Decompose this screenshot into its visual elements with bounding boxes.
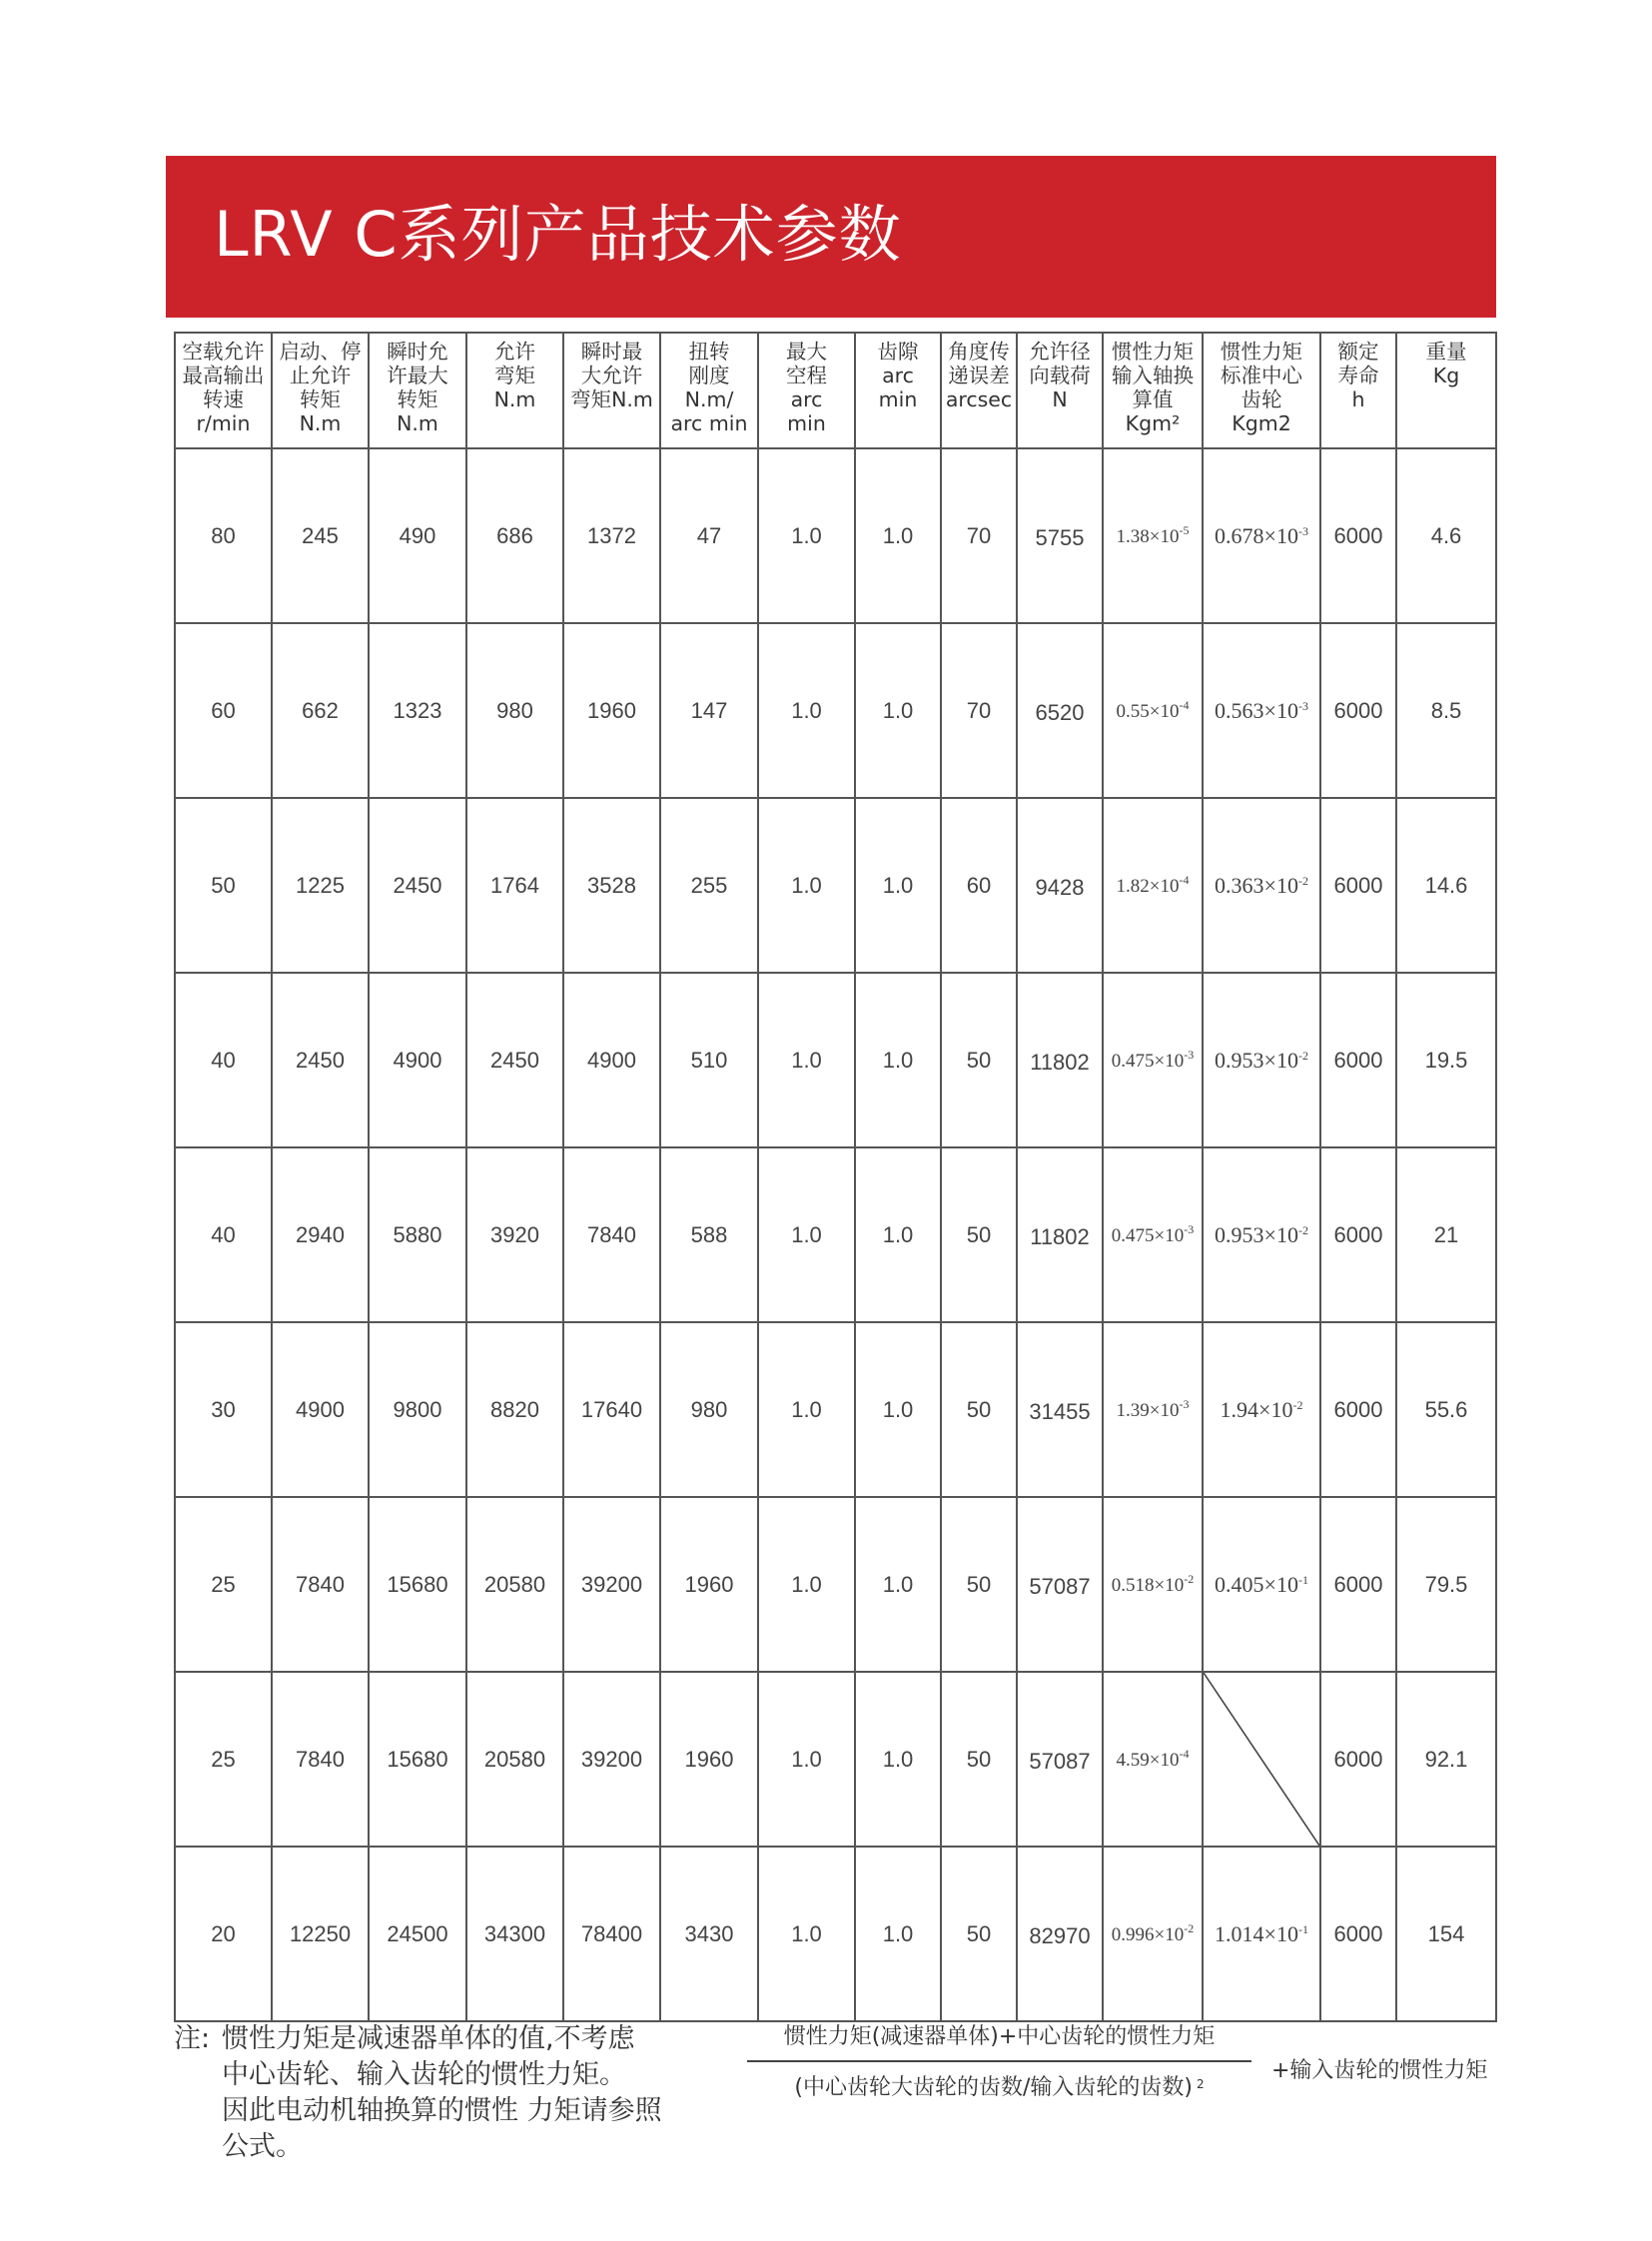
cell-momentary-torque: 24500 (369, 1847, 466, 2021)
cell-weight: 14.6 (1396, 798, 1496, 973)
column-header (758, 333, 855, 448)
cell-radial-load: 57087 (1017, 1497, 1103, 1672)
note-line: 因此电动机轴换算的惯性 力矩请参照 (222, 2095, 662, 2126)
cell-life: 6000 (1320, 1672, 1396, 1847)
inertia-exponent: -4 (1179, 698, 1190, 712)
cell-speed: 20 (175, 1847, 272, 2021)
cell-angle-error: 50 (941, 973, 1017, 1147)
table-header-row (175, 333, 1496, 448)
cell-speed: 40 (175, 973, 272, 1147)
column-header-line: 弯矩N.m (570, 387, 653, 411)
cell-stiffness: 510 (660, 973, 758, 1147)
cell-speed: 60 (175, 623, 272, 798)
column-header (855, 333, 941, 448)
cell-momentary-torque: 15680 (369, 1497, 466, 1672)
column-header-line: 输入轴换 (1112, 364, 1194, 387)
column-header-line: 向载荷 (1029, 364, 1091, 387)
column-header-line: N (1052, 387, 1068, 411)
column-header (466, 333, 563, 448)
cell-life: 6000 (1320, 798, 1396, 973)
spec-table (174, 332, 1497, 2022)
inertia-mantissa: 1.38×10 (1116, 526, 1180, 547)
cell-inertia-center (1203, 798, 1320, 973)
cell-lost-motion: 1.0 (758, 1847, 855, 2021)
inertia-mantissa: 0.55×10 (1116, 701, 1180, 722)
formula-denominator-wrap (747, 2062, 1251, 2101)
inertia-mantissa: 1.82×10 (1116, 876, 1180, 897)
inertia-mantissa: 1.014×10 (1215, 1920, 1298, 1946)
note-line: 公式。 (222, 2131, 303, 2162)
cell-inertia-input (1103, 798, 1203, 973)
column-header-line: min (787, 411, 826, 435)
cell-moment: 3920 (466, 1147, 563, 1322)
cell-angle-error: 50 (941, 1847, 1017, 2021)
cell-inertia-input (1103, 1672, 1203, 1847)
column-header-line: arcsec (945, 387, 1013, 411)
cell-momentary-torque: 5880 (369, 1147, 466, 1322)
cell-momentary-torque: 4900 (369, 973, 466, 1147)
cell-speed: 80 (175, 448, 272, 623)
cell-angle-error: 50 (941, 1497, 1017, 1672)
column-header-line: 瞬时允 (387, 340, 448, 364)
inertia-exponent: -4 (1179, 873, 1190, 887)
column-header-line: 刚度 (688, 364, 730, 387)
table-row (175, 1672, 1496, 1847)
inertia-mantissa: 0.475×10 (1111, 1225, 1185, 1246)
cell-lost-motion: 1.0 (758, 1147, 855, 1322)
table-row (175, 448, 1496, 623)
column-header-line: 空载允许 (182, 340, 265, 364)
cell-weight: 79.5 (1396, 1497, 1496, 1672)
column-header-line: 标准中心 (1221, 364, 1302, 387)
inertia-mantissa: 4.59×10 (1116, 1750, 1180, 1771)
cell-weight: 19.5 (1396, 973, 1496, 1147)
cell-stiffness: 1960 (660, 1672, 758, 1847)
cell-momentary-torque: 1323 (369, 623, 466, 798)
cell-radial-load: 11802 (1017, 1147, 1103, 1322)
cell-life: 6000 (1320, 448, 1396, 623)
column-header (660, 333, 758, 448)
column-header-line: 惯性力矩 (1112, 340, 1194, 364)
cell-life: 6000 (1320, 1147, 1396, 1322)
cell-life: 6000 (1320, 1497, 1396, 1672)
inertia-mantissa: 0.953×10 (1215, 1047, 1298, 1073)
cell-inertia-input (1103, 1497, 1203, 1672)
column-header-line: N.m (299, 411, 342, 435)
cell-moment: 686 (466, 448, 563, 623)
cell-stiffness: 147 (660, 623, 758, 798)
cell-speed: 30 (175, 1322, 272, 1497)
cell-life: 6000 (1320, 623, 1396, 798)
inertia-mantissa: 1.39×10 (1116, 1400, 1180, 1421)
column-header (1320, 333, 1396, 448)
column-header-line: h (1351, 387, 1365, 411)
cell-start-stop-torque: 4900 (272, 1322, 369, 1497)
inertia-formula (747, 2019, 1488, 2101)
cell-weight: 4.6 (1396, 448, 1496, 623)
column-header-line: Kg (1432, 364, 1460, 387)
cell-lost-motion: 1.0 (758, 1672, 855, 1847)
column-header-line: Kgm² (1125, 411, 1181, 435)
column-header-line: N.m (397, 411, 438, 435)
cell-radial-load: 5755 (1017, 448, 1103, 623)
column-header-line: 转矩 (397, 387, 438, 411)
cell-start-stop-torque: 1225 (272, 798, 369, 973)
column-header-line: 重量 (1425, 340, 1467, 364)
cell-stiffness: 255 (660, 798, 758, 973)
cell-inertia-center (1203, 1147, 1320, 1322)
cell-speed: 40 (175, 1147, 272, 1322)
cell-inertia-center (1203, 1322, 1320, 1497)
note-label: 注: (174, 2023, 211, 2054)
column-header (1396, 333, 1496, 448)
inertia-exponent: -2 (1297, 873, 1308, 888)
cell-angle-error: 70 (941, 448, 1017, 623)
inertia-mantissa: 0.475×10 (1111, 1051, 1185, 1072)
inertia-mantissa: 0.563×10 (1215, 697, 1298, 723)
formula-denominator: (中心齿轮大齿轮的齿数/输入齿轮的齿数) (794, 2075, 1193, 2100)
cell-lost-motion: 1.0 (758, 798, 855, 973)
cell-moment: 20580 (466, 1497, 563, 1672)
cell-stiffness: 588 (660, 1147, 758, 1322)
cell-inertia-input (1103, 1322, 1203, 1497)
column-header-line: Kgm2 (1232, 411, 1291, 435)
cell-angle-error: 50 (941, 1672, 1017, 1847)
cell-lost-motion: 1.0 (758, 1497, 855, 1672)
cell-moment: 980 (466, 623, 563, 798)
cell-radial-load: 31455 (1017, 1322, 1103, 1497)
table-row (175, 798, 1496, 973)
cell-weight: 55.6 (1396, 1322, 1496, 1497)
column-header-line: 弯矩 (494, 364, 535, 387)
inertia-mantissa: 0.996×10 (1111, 1924, 1185, 1945)
cell-inertia-input (1103, 973, 1203, 1147)
cell-momentary-torque: 2450 (369, 798, 466, 973)
cell-life: 6000 (1320, 973, 1396, 1147)
cell-radial-load: 9428 (1017, 798, 1103, 973)
cell-momentary-moment: 17640 (563, 1322, 660, 1497)
inertia-exponent: -2 (1292, 1397, 1303, 1412)
column-header-line: arc min (670, 411, 748, 435)
cell-angle-error: 70 (941, 623, 1017, 798)
inertia-exponent: -2 (1297, 1048, 1308, 1063)
cell-lost-motion: 1.0 (758, 448, 855, 623)
cell-backlash: 1.0 (855, 623, 941, 798)
cell-life: 6000 (1320, 1322, 1396, 1497)
cell-speed: 25 (175, 1672, 272, 1847)
column-header-line: 空程 (786, 364, 827, 387)
cell-backlash: 1.0 (855, 1322, 941, 1497)
inertia-mantissa: 0.518×10 (1111, 1575, 1185, 1596)
column-header-line: 大允许 (580, 364, 643, 387)
cell-inertia-input (1103, 1147, 1203, 1322)
cell-stiffness: 1960 (660, 1497, 758, 1672)
column-header-line: 允许径 (1029, 340, 1091, 364)
formula-numerator: 惯性力矩(减速器单体)+中心齿轮的惯性力矩 (747, 2019, 1251, 2062)
formula-addend: +输入齿轮的惯性力矩 (1271, 2058, 1488, 2083)
cell-moment: 2450 (466, 973, 563, 1147)
cell-momentary-torque: 15680 (369, 1672, 466, 1847)
table-row (175, 1847, 1496, 2021)
column-header-line: 惯性力矩 (1221, 340, 1302, 364)
cell-lost-motion: 1.0 (758, 623, 855, 798)
diagonal-slash (1204, 1673, 1319, 1846)
cell-backlash: 1.0 (855, 973, 941, 1147)
column-header-line: 角度传 (948, 340, 1010, 364)
cell-stiffness: 47 (660, 448, 758, 623)
cell-angle-error: 50 (941, 1322, 1017, 1497)
column-header (941, 333, 1017, 448)
cell-speed: 50 (175, 798, 272, 973)
cell-weight: 8.5 (1396, 623, 1496, 798)
cell-momentary-moment: 3528 (563, 798, 660, 973)
cell-moment: 1764 (466, 798, 563, 973)
cell-momentary-moment: 4900 (563, 973, 660, 1147)
inertia-exponent: -2 (1297, 1222, 1308, 1237)
cell-momentary-moment: 1960 (563, 623, 660, 798)
column-header (1017, 333, 1103, 448)
inertia-mantissa: 0.363×10 (1215, 872, 1298, 898)
column-header-line: min (878, 387, 918, 411)
inertia-exponent: -1 (1297, 1572, 1308, 1587)
column-header-line: arc (790, 387, 823, 411)
column-header (563, 333, 660, 448)
inertia-exponent: -2 (1184, 1572, 1195, 1586)
cell-stiffness: 3430 (660, 1847, 758, 2021)
cell-moment: 34300 (466, 1847, 563, 2021)
cell-inertia-input (1103, 1847, 1203, 2021)
column-header-line: N.m (493, 387, 536, 411)
cell-backlash: 1.0 (855, 448, 941, 623)
inertia-exponent: -3 (1297, 698, 1308, 713)
cell-weight: 21 (1396, 1147, 1496, 1322)
cell-momentary-moment: 39200 (563, 1672, 660, 1847)
cell-radial-load: 6520 (1017, 623, 1103, 798)
inertia-exponent: -3 (1184, 1048, 1195, 1062)
cell-lost-motion: 1.0 (758, 1322, 855, 1497)
inertia-mantissa: 0.953×10 (1215, 1221, 1298, 1247)
cell-inertia-center (1203, 1847, 1320, 2021)
inertia-exponent: -3 (1297, 523, 1308, 538)
column-header-line: 转矩 (300, 387, 341, 411)
column-header-line: 寿命 (1337, 364, 1379, 387)
page-title: LRV C系列产品技术参数 (214, 198, 902, 271)
cell-start-stop-torque: 7840 (272, 1497, 369, 1672)
cell-angle-error: 50 (941, 1147, 1017, 1322)
cell-backlash: 1.0 (855, 798, 941, 973)
inertia-exponent: -2 (1184, 1921, 1195, 1935)
cell-life: 6000 (1320, 1847, 1396, 2021)
cell-start-stop-torque: 2940 (272, 1147, 369, 1322)
column-header-line: 最高输出 (182, 364, 265, 387)
cell-momentary-moment: 78400 (563, 1847, 660, 2021)
column-header-line: 允许 (494, 340, 535, 364)
cell-momentary-moment: 39200 (563, 1497, 660, 1672)
column-header-line: 最大 (786, 340, 827, 364)
note-block (174, 2021, 662, 2165)
inertia-exponent: -3 (1184, 1222, 1195, 1236)
cell-momentary-torque: 9800 (369, 1322, 466, 1497)
table-row (175, 1147, 1496, 1322)
column-header (175, 333, 272, 448)
cell-backlash: 1.0 (855, 1847, 941, 2021)
column-header (369, 333, 466, 448)
column-header-line: 齿轮 (1240, 387, 1282, 411)
note-line: 惯性力矩是减速器单体的值,不考虑 (222, 2023, 635, 2054)
column-header-line: r/min (196, 411, 251, 435)
column-header-line: 启动、停 (279, 340, 362, 364)
cell-momentary-moment: 1372 (563, 448, 660, 623)
cell-radial-load: 57087 (1017, 1672, 1103, 1847)
cell-angle-error: 60 (941, 798, 1017, 973)
column-header-line: 额定 (1337, 340, 1379, 364)
column-header-line: 瞬时最 (580, 340, 643, 364)
cell-inertia-center (1203, 623, 1320, 798)
cell-moment: 20580 (466, 1672, 563, 1847)
cell-inertia-input (1103, 448, 1203, 623)
inertia-exponent: -5 (1179, 523, 1190, 537)
cell-lost-motion: 1.0 (758, 973, 855, 1147)
column-header-line: 扭转 (688, 340, 730, 364)
cell-inertia-input (1103, 623, 1203, 798)
inertia-exponent: -3 (1179, 1397, 1190, 1411)
column-header (272, 333, 369, 448)
cell-momentary-torque: 490 (369, 448, 466, 623)
column-header-line: arc (882, 364, 914, 387)
cell-speed: 25 (175, 1497, 272, 1672)
cell-stiffness: 980 (660, 1322, 758, 1497)
cell-start-stop-torque: 245 (272, 448, 369, 623)
cell-radial-load: 11802 (1017, 973, 1103, 1147)
note-line: 中心齿轮、输入齿轮的惯性力矩。 (222, 2059, 626, 2090)
column-header-line: 算值 (1132, 387, 1174, 411)
cell-start-stop-torque: 2450 (272, 973, 369, 1147)
formula-power: 2 (1196, 2077, 1205, 2091)
table-row (175, 623, 1496, 798)
column-header (1203, 333, 1320, 448)
inertia-exponent: -1 (1297, 1921, 1308, 1936)
title-banner (166, 156, 1496, 318)
cell-weight: 92.1 (1396, 1672, 1496, 1847)
column-header-line: 递误差 (948, 364, 1010, 387)
cell-inertia-center (1203, 973, 1320, 1147)
inertia-mantissa: 0.405×10 (1215, 1571, 1298, 1597)
cell-inertia-center (1203, 1497, 1320, 1672)
cell-backlash: 1.0 (855, 1147, 941, 1322)
column-header-line: 许最大 (387, 364, 448, 387)
cell-radial-load: 82970 (1017, 1847, 1103, 2021)
cell-inertia-center (1203, 448, 1320, 623)
inertia-exponent: -4 (1179, 1747, 1190, 1761)
inertia-mantissa: 0.678×10 (1215, 522, 1298, 548)
cell-start-stop-torque: 12250 (272, 1847, 369, 2021)
column-header-line: 转速 (203, 387, 244, 411)
inertia-mantissa: 1.94×10 (1220, 1396, 1293, 1422)
cell-start-stop-torque: 7840 (272, 1672, 369, 1847)
column-header-line: 齿隙 (877, 340, 919, 364)
table-row (175, 1497, 1496, 1672)
table-row (175, 973, 1496, 1147)
column-header (1103, 333, 1203, 448)
cell-backlash: 1.0 (855, 1497, 941, 1672)
column-header-line: N.m/ (684, 387, 734, 411)
cell-backlash: 1.0 (855, 1672, 941, 1847)
cell-weight: 154 (1396, 1847, 1496, 2021)
cell-momentary-moment: 7840 (563, 1147, 660, 1322)
table-row (175, 1322, 1496, 1497)
column-header-line: 止允许 (289, 364, 352, 387)
cell-moment: 8820 (466, 1322, 563, 1497)
cell-inertia-center-empty (1203, 1672, 1320, 1847)
cell-start-stop-torque: 662 (272, 623, 369, 798)
